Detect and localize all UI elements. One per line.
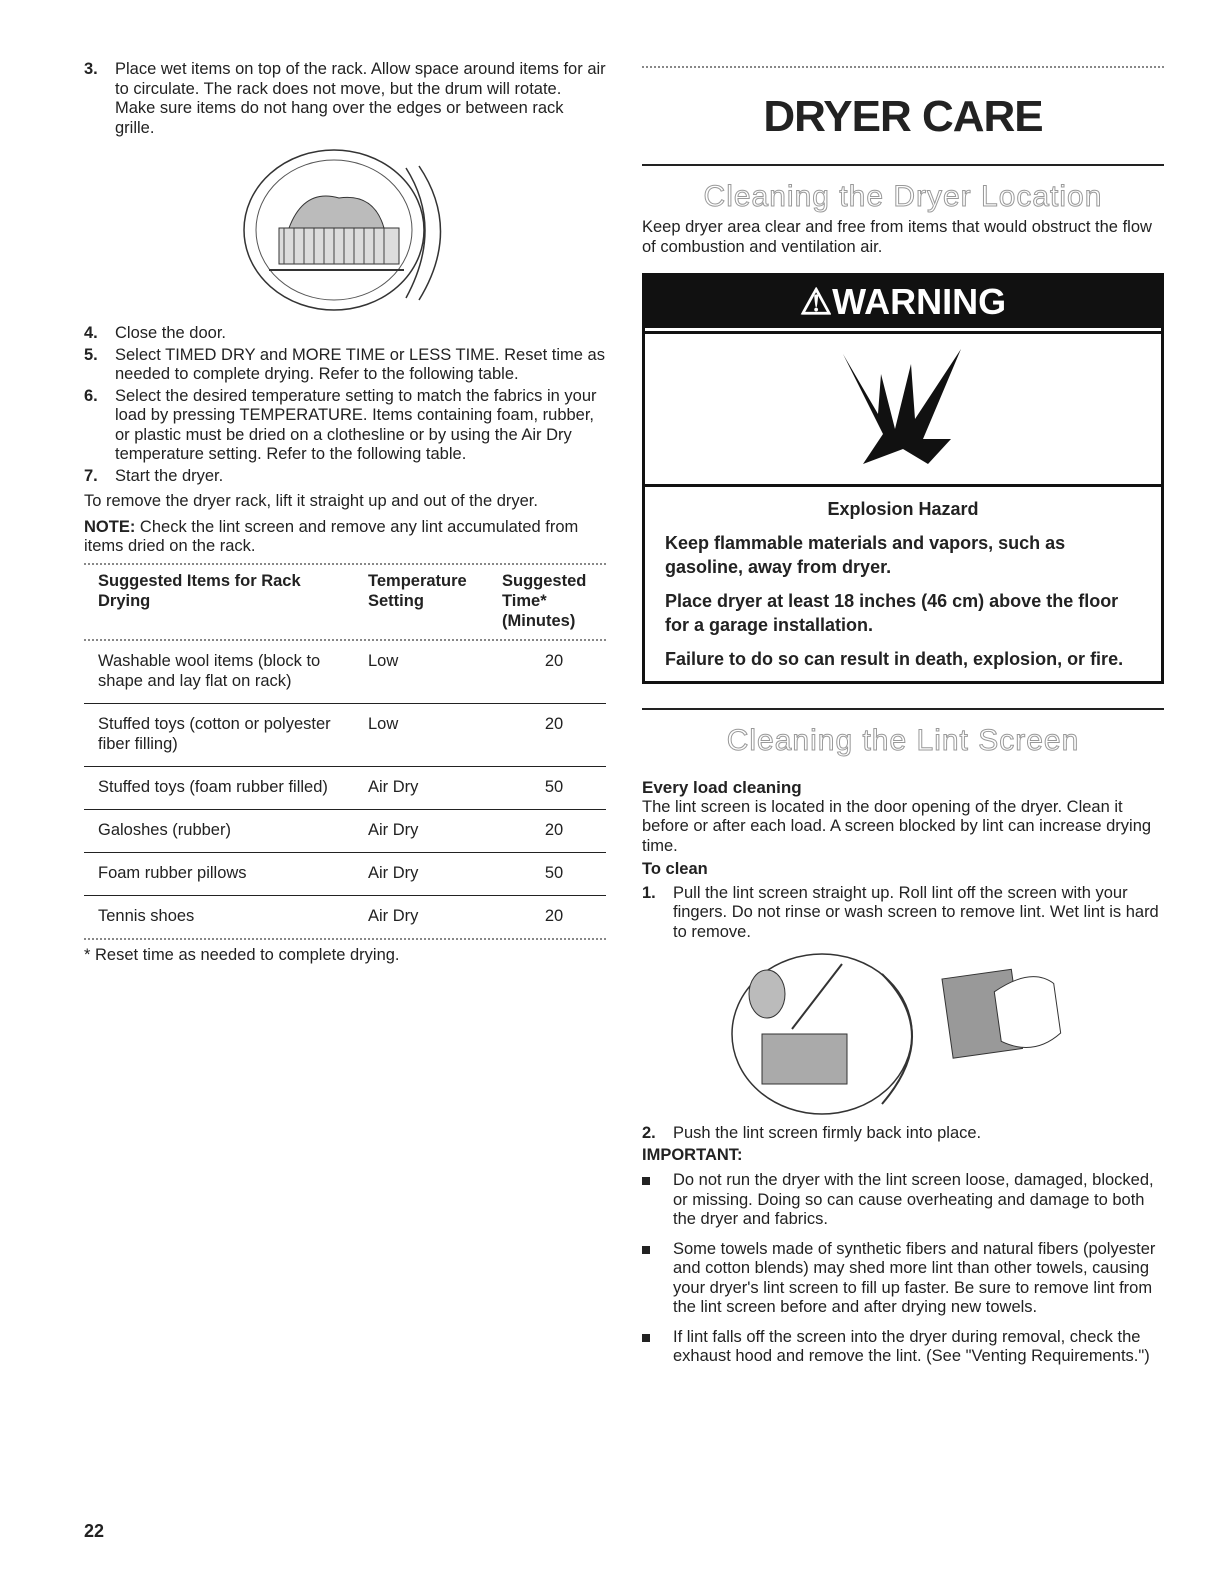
steps-list [84, 324, 606, 486]
step-number: 6. [84, 386, 98, 405]
row-temp: Low [354, 703, 488, 766]
rack-drying-table [84, 565, 606, 938]
table-row [84, 809, 606, 852]
section-text-dryer-location: Keep dryer area clear and free from items that would obstruct the flow of combustion and ventilation air. [642, 218, 1152, 256]
section-rule [642, 164, 1164, 166]
table-row [84, 703, 606, 766]
step-number: 1. [642, 883, 656, 902]
left-column [84, 60, 606, 965]
clean-step-2 [642, 1124, 1164, 1144]
every-load-text: The lint screen is located in the door opening of the dryer. Clean it before or after each load. A screen blocked by lint can increase drying time. [642, 797, 1152, 855]
row-item: Foam rubber pillows [84, 852, 354, 895]
row-temp: Low [368, 651, 399, 670]
step-7 [84, 467, 606, 487]
bullet-text: Do not run the dryer with the lint screen loose, damaged, blocked, or missing. Doing so can cause overheating and damage to both the dryer and fabrics. [673, 1171, 1154, 1228]
row-item: Washable wool items (block to shape and lay flat on rack) [98, 651, 321, 690]
warning-line: Failure to do so can result in death, explosion, or fire. [665, 649, 1124, 669]
clean-step-1 [642, 884, 1164, 943]
subheading-to-clean: To clean [642, 860, 708, 878]
row-temp: Air Dry [354, 852, 488, 895]
step-text: Pull the lint screen straight up. Roll lint off the screen with your fingers. Do not rinse or wash screen to remove lint. Wet lint is hard to remove. [673, 883, 1159, 941]
section-rule [642, 708, 1164, 710]
table-row [84, 641, 606, 704]
lint-screen-illustration [642, 944, 1164, 1124]
table-footnote: * Reset time as needed to complete drying. [84, 945, 400, 964]
step-4 [84, 324, 606, 344]
section-heading-dryer-location: Cleaning the Dryer Location [703, 180, 1103, 213]
warning-label: WARNING [832, 281, 1007, 322]
step-text: Start the dryer. [115, 466, 224, 485]
title-top-rule [642, 66, 1164, 68]
step-text: Place wet items on top of the rack. Allow space around items for air to circulate. The rack does not move, but the drum will rotate. Make sure items do not hang over the edges or between rack grille. [115, 60, 606, 137]
row-item: Galoshes (rubber) [84, 809, 354, 852]
row-time: 50 [488, 766, 606, 809]
header-items: Suggested Items for Rack Drying [98, 571, 301, 610]
row-time: 20 [488, 895, 606, 938]
header-temperature: Temperature Setting [368, 571, 467, 610]
row-item: Stuffed toys (foam rubber filled) [84, 766, 354, 809]
explosion-symbol-panel [645, 331, 1161, 484]
bullet-icon [642, 1328, 673, 1367]
table-bottom-rule [84, 938, 606, 940]
row-temp: Air Dry [354, 766, 488, 809]
step-text: Push the lint screen firmly back into place. [673, 1124, 982, 1142]
warning-line: Keep flammable materials and vapors, such as gasoline, away from dryer. [665, 533, 1066, 577]
row-time: 20 [488, 703, 606, 766]
remove-rack-text: To remove the dryer rack, lift it straight up and out of the dryer. [84, 492, 538, 510]
step-number: 7. [84, 466, 98, 485]
explosion-icon [833, 344, 973, 474]
important-bullet [642, 1240, 1164, 1318]
important-bullet [642, 1171, 1164, 1230]
warning-line: Place dryer at least 18 inches (46 cm) above the floor for a garage installation. [665, 591, 1119, 635]
row-item: Tennis shoes [84, 895, 354, 938]
bullet-icon [642, 1171, 673, 1230]
bullet-text: Some towels made of synthetic fibers and natural fibers (polyester and cotton blends) may shed more lint than other towels, causing your dryer's lint screen to fill up faster. Be sure to remove lint from the lint screen before and after drying new towels. [673, 1239, 1156, 1316]
section-heading-lint-screen: Cleaning the Lint Screen [726, 724, 1080, 757]
header-time: Suggested Time* (Minutes) [502, 571, 587, 630]
bullet-text: If lint falls off the screen into the dryer during removal, check the exhaust hood and remove the lint. (See "Venting Requirements.") [673, 1327, 1150, 1365]
row-time: 50 [488, 852, 606, 895]
bullet-icon [642, 1240, 673, 1318]
step-6 [84, 387, 606, 465]
dryer-rack-illustration [84, 148, 606, 318]
warning-body [645, 484, 1161, 681]
step-3 [84, 60, 606, 138]
page-number: 22 [84, 1521, 105, 1541]
step-text: Select TIMED DRY and MORE TIME or LESS TIME. Reset time as needed to complete drying. Refer to the following table. [115, 345, 605, 383]
step-number: 3. [84, 60, 98, 78]
hazard-title: Explosion Hazard [827, 499, 979, 519]
step-number: 5. [84, 345, 98, 364]
right-column [642, 60, 1164, 1377]
table-row [84, 895, 606, 938]
note [84, 518, 606, 557]
row-time: 20 [544, 651, 564, 670]
table-header-row [84, 565, 606, 639]
table-row [84, 852, 606, 895]
table-row [84, 766, 606, 809]
warning-box [642, 273, 1164, 684]
warning-header [645, 276, 1161, 328]
important-bullet [642, 1328, 1164, 1367]
page-title: DRYER CARE [763, 92, 1043, 141]
subheading-every-load: Every load cleaning [642, 778, 802, 797]
step-number: 2. [642, 1124, 656, 1142]
step-text: Select the desired temperature setting to match the fabrics in your load by pressing TEMPERATURE. Items containing foam, rubber, or plastic must be dried on a clothesline or by using the Air Dry temperature setting. Refer to the following table. [115, 386, 597, 463]
step-text: Close the door. [115, 324, 226, 342]
note-text: Check the lint screen and remove any lint accumulated from items dried on the rack. [84, 517, 579, 555]
note-label: NOTE: [84, 517, 136, 536]
important-label: IMPORTANT: [642, 1145, 743, 1164]
row-temp: Air Dry [354, 895, 488, 938]
row-time: 20 [488, 809, 606, 852]
row-item: Stuffed toys (cotton or polyester fiber filling) [84, 703, 354, 766]
row-temp: Air Dry [354, 809, 488, 852]
step-number: 4. [84, 324, 98, 342]
step-5 [84, 346, 606, 385]
warning-triangle-icon: ⚠ [799, 281, 833, 322]
